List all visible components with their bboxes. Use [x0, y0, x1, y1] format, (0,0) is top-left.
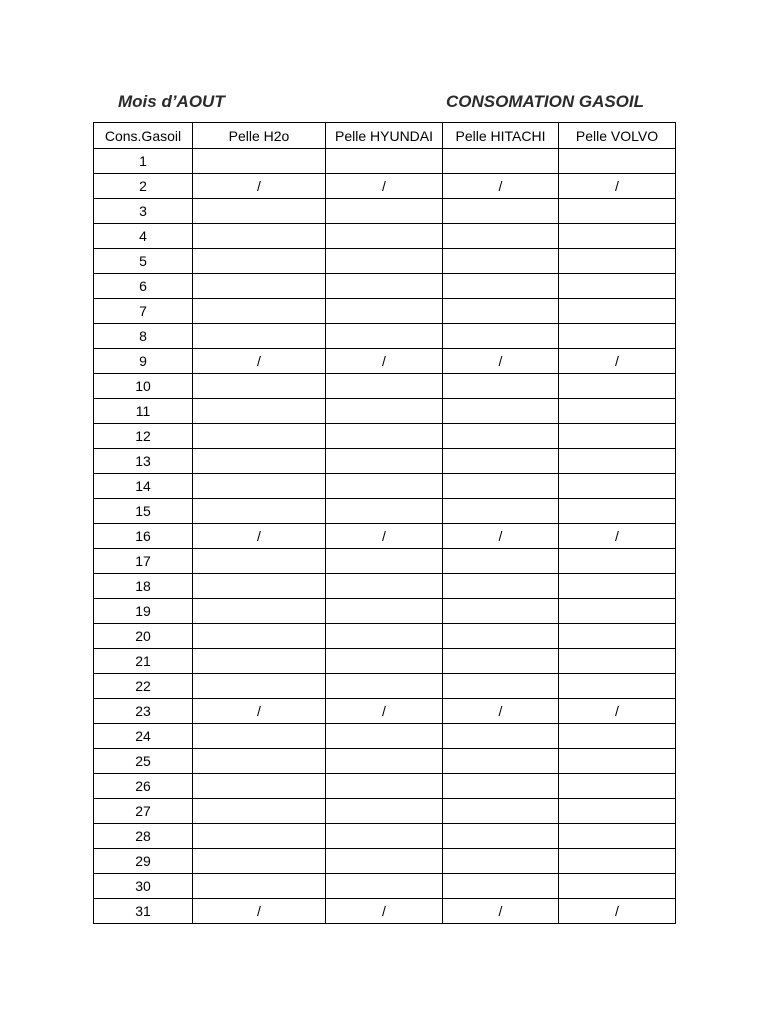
- cell-pelle-volvo: [559, 299, 676, 324]
- cell-pelle-hyundai: [326, 324, 443, 349]
- table-row: [94, 874, 676, 899]
- cell-pelle-volvo: [559, 774, 676, 799]
- cell-pelle-hitachi: [443, 574, 559, 599]
- day-number-cell: 27: [94, 799, 193, 824]
- table-row: [94, 724, 676, 749]
- cell-pelle-hitachi: /: [443, 899, 559, 924]
- table-row: [94, 474, 676, 499]
- cell-pelle-hyundai: [326, 774, 443, 799]
- table-row: [94, 174, 676, 199]
- cell-pelle-hitachi: [443, 674, 559, 699]
- cell-pelle-volvo: /: [559, 899, 676, 924]
- cell-pelle-hitachi: [443, 549, 559, 574]
- cell-pelle-hyundai: [326, 299, 443, 324]
- cell-pelle-volvo: [559, 724, 676, 749]
- fuel-consumption-table: [93, 122, 676, 924]
- cell-pelle-hyundai: [326, 799, 443, 824]
- cell-pelle-hyundai: [326, 674, 443, 699]
- cell-pelle-volvo: /: [559, 699, 676, 724]
- table-row: [94, 499, 676, 524]
- cell-pelle-hyundai: [326, 249, 443, 274]
- cell-pelle-hyundai: [326, 474, 443, 499]
- day-number-cell: 15: [94, 499, 193, 524]
- cell-pelle-hyundai: [326, 449, 443, 474]
- table-row: [94, 249, 676, 274]
- cell-pelle-hyundai: [326, 549, 443, 574]
- cell-pelle-hitachi: [443, 599, 559, 624]
- cell-pelle-volvo: [559, 624, 676, 649]
- cell-pelle-h2o: [193, 374, 326, 399]
- table-header: [94, 123, 676, 149]
- cell-pelle-h2o: /: [193, 349, 326, 374]
- day-number-cell: 29: [94, 849, 193, 874]
- cell-pelle-h2o: [193, 499, 326, 524]
- column-header-pelle-h2o: Pelle H2o: [193, 123, 326, 149]
- cell-pelle-volvo: [559, 399, 676, 424]
- day-number-cell: 26: [94, 774, 193, 799]
- day-number-cell: 19: [94, 599, 193, 624]
- cell-pelle-hitachi: [443, 274, 559, 299]
- cell-pelle-hitachi: [443, 399, 559, 424]
- cell-pelle-hitachi: /: [443, 699, 559, 724]
- cell-pelle-hitachi: [443, 324, 559, 349]
- cell-pelle-hyundai: /: [326, 899, 443, 924]
- cell-pelle-hyundai: [326, 874, 443, 899]
- cell-pelle-hitachi: [443, 724, 559, 749]
- cell-pelle-hitachi: [443, 374, 559, 399]
- cell-pelle-hitachi: [443, 749, 559, 774]
- column-header-pelle-hyundai: Pelle HYUNDAI: [326, 123, 443, 149]
- day-number-cell: 8: [94, 324, 193, 349]
- cell-pelle-h2o: [193, 149, 326, 174]
- table-row: [94, 224, 676, 249]
- cell-pelle-volvo: [559, 249, 676, 274]
- cell-pelle-hitachi: [443, 474, 559, 499]
- table-row: [94, 324, 676, 349]
- day-number-cell: 12: [94, 424, 193, 449]
- day-number-cell: 2: [94, 174, 193, 199]
- cell-pelle-h2o: [193, 799, 326, 824]
- cell-pelle-h2o: /: [193, 699, 326, 724]
- day-number-cell: 23: [94, 699, 193, 724]
- column-header-cons-gasoil: Cons.Gasoil: [94, 123, 193, 149]
- cell-pelle-volvo: [559, 674, 676, 699]
- cell-pelle-hyundai: /: [326, 524, 443, 549]
- day-number-cell: 17: [94, 549, 193, 574]
- cell-pelle-hyundai: [326, 374, 443, 399]
- table-row: [94, 574, 676, 599]
- day-number-cell: 22: [94, 674, 193, 699]
- day-number-cell: 16: [94, 524, 193, 549]
- cell-pelle-h2o: [193, 724, 326, 749]
- cell-pelle-h2o: [193, 274, 326, 299]
- table-row: [94, 799, 676, 824]
- table-row: [94, 349, 676, 374]
- day-number-cell: 1: [94, 149, 193, 174]
- day-number-cell: 13: [94, 449, 193, 474]
- cell-pelle-h2o: /: [193, 524, 326, 549]
- table-row: [94, 774, 676, 799]
- cell-pelle-h2o: [193, 424, 326, 449]
- cell-pelle-hyundai: /: [326, 699, 443, 724]
- cell-pelle-hyundai: [326, 199, 443, 224]
- cell-pelle-hyundai: [326, 599, 443, 624]
- cell-pelle-volvo: [559, 599, 676, 624]
- day-number-cell: 10: [94, 374, 193, 399]
- cell-pelle-hitachi: [443, 799, 559, 824]
- cell-pelle-volvo: [559, 224, 676, 249]
- cell-pelle-hitachi: [443, 849, 559, 874]
- table-body: [94, 149, 676, 924]
- cell-pelle-volvo: [559, 799, 676, 824]
- cell-pelle-h2o: [193, 474, 326, 499]
- cell-pelle-hitachi: [443, 449, 559, 474]
- cell-pelle-h2o: [193, 574, 326, 599]
- table-row: [94, 649, 676, 674]
- cell-pelle-hyundai: [326, 149, 443, 174]
- cell-pelle-h2o: [193, 549, 326, 574]
- cell-pelle-h2o: [193, 299, 326, 324]
- cell-pelle-volvo: /: [559, 524, 676, 549]
- cell-pelle-volvo: [559, 749, 676, 774]
- table-row: [94, 749, 676, 774]
- cell-pelle-volvo: [559, 874, 676, 899]
- day-number-cell: 14: [94, 474, 193, 499]
- cell-pelle-volvo: [559, 574, 676, 599]
- column-header-pelle-volvo: Pelle VOLVO: [559, 123, 676, 149]
- cell-pelle-hyundai: [326, 624, 443, 649]
- table-row: [94, 199, 676, 224]
- cell-pelle-h2o: /: [193, 174, 326, 199]
- cell-pelle-h2o: [193, 749, 326, 774]
- document-header: [0, 92, 768, 116]
- cell-pelle-volvo: [559, 424, 676, 449]
- cell-pelle-volvo: [559, 374, 676, 399]
- cell-pelle-hyundai: [326, 849, 443, 874]
- cell-pelle-hyundai: [326, 424, 443, 449]
- cell-pelle-h2o: [193, 599, 326, 624]
- cell-pelle-hitachi: [443, 874, 559, 899]
- day-number-cell: 30: [94, 874, 193, 899]
- table-row: [94, 549, 676, 574]
- cell-pelle-hyundai: [326, 649, 443, 674]
- day-number-cell: 6: [94, 274, 193, 299]
- cell-pelle-h2o: [193, 774, 326, 799]
- cell-pelle-hitachi: [443, 424, 559, 449]
- table-row: [94, 699, 676, 724]
- cell-pelle-h2o: [193, 649, 326, 674]
- cell-pelle-hitachi: [443, 149, 559, 174]
- day-number-cell: 24: [94, 724, 193, 749]
- cell-pelle-hyundai: [326, 499, 443, 524]
- table-row: [94, 849, 676, 874]
- cell-pelle-h2o: [193, 199, 326, 224]
- cell-pelle-volvo: [559, 549, 676, 574]
- cell-pelle-volvo: /: [559, 174, 676, 199]
- cell-pelle-volvo: [559, 474, 676, 499]
- day-number-cell: 21: [94, 649, 193, 674]
- cell-pelle-volvo: [559, 499, 676, 524]
- cell-pelle-volvo: [559, 199, 676, 224]
- cell-pelle-hyundai: [326, 574, 443, 599]
- cell-pelle-hitachi: [443, 774, 559, 799]
- table-row: [94, 399, 676, 424]
- sheet-title: CONSOMATION GASOIL: [446, 92, 645, 111]
- cell-pelle-h2o: [193, 624, 326, 649]
- cell-pelle-h2o: [193, 324, 326, 349]
- cell-pelle-h2o: [193, 849, 326, 874]
- cell-pelle-hitachi: [443, 624, 559, 649]
- cell-pelle-hyundai: [326, 399, 443, 424]
- day-number-cell: 28: [94, 824, 193, 849]
- cell-pelle-hitachi: /: [443, 349, 559, 374]
- cell-pelle-h2o: [193, 249, 326, 274]
- day-number-cell: 9: [94, 349, 193, 374]
- table-row: [94, 149, 676, 174]
- cell-pelle-hyundai: [326, 274, 443, 299]
- table-row: [94, 624, 676, 649]
- cell-pelle-hyundai: [326, 724, 443, 749]
- table-row: [94, 824, 676, 849]
- cell-pelle-h2o: [193, 874, 326, 899]
- cell-pelle-hyundai: [326, 824, 443, 849]
- cell-pelle-h2o: [193, 224, 326, 249]
- cell-pelle-volvo: /: [559, 349, 676, 374]
- cell-pelle-hitachi: [443, 249, 559, 274]
- day-number-cell: 5: [94, 249, 193, 274]
- cell-pelle-hitachi: [443, 824, 559, 849]
- cell-pelle-volvo: [559, 649, 676, 674]
- day-number-cell: 4: [94, 224, 193, 249]
- cell-pelle-hitachi: [443, 299, 559, 324]
- cell-pelle-volvo: [559, 324, 676, 349]
- month-label: Mois d’AOUT: [118, 92, 225, 111]
- cell-pelle-h2o: [193, 674, 326, 699]
- day-number-cell: 7: [94, 299, 193, 324]
- cell-pelle-hyundai: /: [326, 174, 443, 199]
- day-number-cell: 18: [94, 574, 193, 599]
- cell-pelle-volvo: [559, 449, 676, 474]
- column-header-pelle-hitachi: Pelle HITACHI: [443, 123, 559, 149]
- cell-pelle-h2o: [193, 824, 326, 849]
- cell-pelle-hyundai: [326, 749, 443, 774]
- cell-pelle-hitachi: [443, 224, 559, 249]
- day-number-cell: 25: [94, 749, 193, 774]
- table-row: [94, 899, 676, 924]
- cell-pelle-volvo: [559, 149, 676, 174]
- day-number-cell: 3: [94, 199, 193, 224]
- table-row: [94, 374, 676, 399]
- table-row: [94, 674, 676, 699]
- cell-pelle-hyundai: [326, 224, 443, 249]
- cell-pelle-hitachi: /: [443, 174, 559, 199]
- cell-pelle-hitachi: /: [443, 524, 559, 549]
- day-number-cell: 31: [94, 899, 193, 924]
- table-row: [94, 424, 676, 449]
- header-row: [94, 123, 676, 149]
- table-row: [94, 524, 676, 549]
- table-row: [94, 274, 676, 299]
- cell-pelle-hitachi: [443, 499, 559, 524]
- cell-pelle-h2o: [193, 449, 326, 474]
- table-row: [94, 299, 676, 324]
- cell-pelle-volvo: [559, 824, 676, 849]
- cell-pelle-volvo: [559, 274, 676, 299]
- cell-pelle-volvo: [559, 849, 676, 874]
- cell-pelle-h2o: /: [193, 899, 326, 924]
- table-row: [94, 449, 676, 474]
- cell-pelle-h2o: [193, 399, 326, 424]
- cell-pelle-hitachi: [443, 199, 559, 224]
- day-number-cell: 20: [94, 624, 193, 649]
- table-row: [94, 599, 676, 624]
- cell-pelle-hitachi: [443, 649, 559, 674]
- day-number-cell: 11: [94, 399, 193, 424]
- cell-pelle-hyundai: /: [326, 349, 443, 374]
